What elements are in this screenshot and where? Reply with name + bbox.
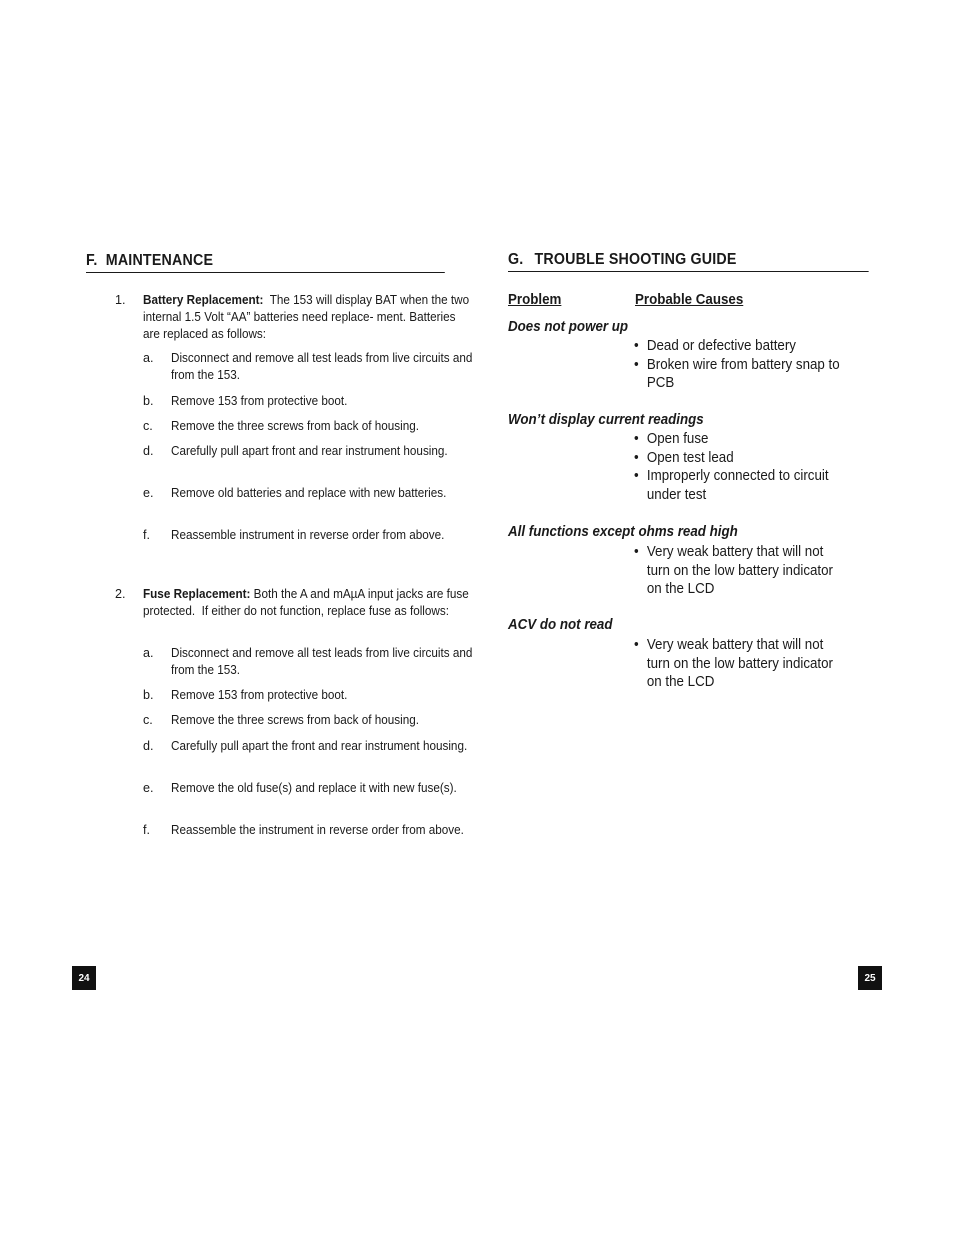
step-letter: b. — [143, 688, 154, 702]
section-title-text: TROUBLE SHOOTING GUIDE — [534, 251, 737, 268]
step-letter: a. — [143, 646, 154, 660]
column-header-causes: Probable Causes — [635, 292, 744, 308]
maintenance-item-battery — [115, 292, 473, 343]
step-text: Reassemble instrument in reverse order from above. — [171, 528, 445, 542]
list-item — [143, 527, 447, 544]
list-item: • Broken wire from battery snap to PCB — [634, 356, 849, 393]
section-letter: F. — [86, 252, 98, 269]
problem-label: All functions except ohms read high — [508, 524, 738, 540]
step-text: Remove the three screws from back of housing. — [171, 713, 420, 727]
list-item — [143, 822, 464, 839]
step-letter: c. — [143, 419, 153, 433]
item-text: The 153 will display BAT when the two internal 1.5 Volt “AA” batteries need replace- ment. Batteries are replaced as follows: — [143, 293, 473, 341]
step-letter: a. — [143, 351, 154, 365]
item-heading: Fuse Replacement: — [143, 587, 251, 601]
list-item — [143, 393, 447, 410]
cause-list — [634, 636, 834, 692]
item-number: 1. — [115, 293, 126, 307]
list-item — [143, 350, 473, 384]
list-item — [143, 443, 447, 460]
column-header-problem: Problem — [508, 292, 562, 308]
step-letter: b. — [143, 394, 154, 408]
page-number-right: 25 — [858, 966, 882, 990]
list-item — [143, 485, 447, 502]
step-text: Remove the three screws from back of housing. — [171, 419, 420, 433]
item-text: Both the A and mAµA input jacks are fuse protected. If either do not function, replace fuse as follows: — [143, 587, 473, 618]
step-text: Reassemble the instrument in reverse order from above. — [171, 823, 464, 837]
item-intro — [143, 292, 473, 343]
cause-list — [634, 337, 840, 393]
list-item — [143, 780, 457, 797]
list-item: • Improperly connected to circuit under test — [634, 467, 849, 504]
item-number: 2. — [115, 587, 126, 601]
list-item — [143, 645, 473, 679]
step-letter: e. — [143, 486, 154, 500]
section-letter: G. — [508, 251, 524, 268]
list-item — [143, 712, 447, 729]
step-text: Carefully pull apart front and rear instrument housing. — [171, 444, 448, 458]
step-text: Remove 153 from protective boot. — [171, 394, 348, 408]
cause-list — [634, 543, 834, 599]
step-text: Carefully pull apart the front and rear instrument housing. — [171, 739, 468, 753]
step-letter: d. — [143, 739, 154, 753]
step-text: Remove the old fuse(s) and replace it with new fuse(s). — [171, 781, 457, 795]
item-intro — [143, 586, 473, 620]
step-text: Remove old batteries and replace with new batteries. — [171, 486, 447, 500]
maintenance-item-fuse — [115, 586, 473, 620]
step-letter: f. — [143, 528, 150, 542]
list-item: • Open test lead — [634, 449, 849, 468]
list-item — [143, 418, 447, 435]
step-text: Disconnect and remove all test leads from live circuits and from the 153. — [171, 646, 473, 677]
page-number-left: 24 — [72, 966, 96, 990]
step-text: Remove 153 from protective boot. — [171, 688, 348, 702]
list-item — [143, 738, 468, 755]
list-item: • Very weak battery that will not turn on the low battery indicator on the LCD — [634, 543, 849, 599]
section-title-maintenance — [86, 252, 445, 273]
item-heading: Battery Replacement: — [143, 293, 264, 307]
step-letter: c. — [143, 713, 153, 727]
section-title-text: MAINTENANCE — [105, 252, 214, 269]
troubleshooting-section — [508, 251, 871, 691]
maintenance-section — [86, 252, 473, 837]
step-letter: e. — [143, 781, 154, 795]
list-item — [143, 687, 447, 704]
cause-list — [634, 430, 834, 505]
step-text: Disconnect and remove all test leads from live circuits and from the 153. — [171, 351, 473, 382]
step-letter: f. — [143, 823, 150, 837]
list-item: • Very weak battery that will not turn on the low battery indicator on the LCD — [634, 636, 849, 692]
problem-label: Won’t display current readings — [508, 412, 704, 428]
section-title-troubleshooting — [508, 251, 869, 272]
list-item: • Dead or defective battery — [634, 337, 849, 356]
problem-label: Does not power up — [508, 319, 629, 335]
list-item: • Open fuse — [634, 430, 849, 449]
problem-label: ACV do not read — [508, 617, 613, 633]
step-letter: d. — [143, 444, 154, 458]
